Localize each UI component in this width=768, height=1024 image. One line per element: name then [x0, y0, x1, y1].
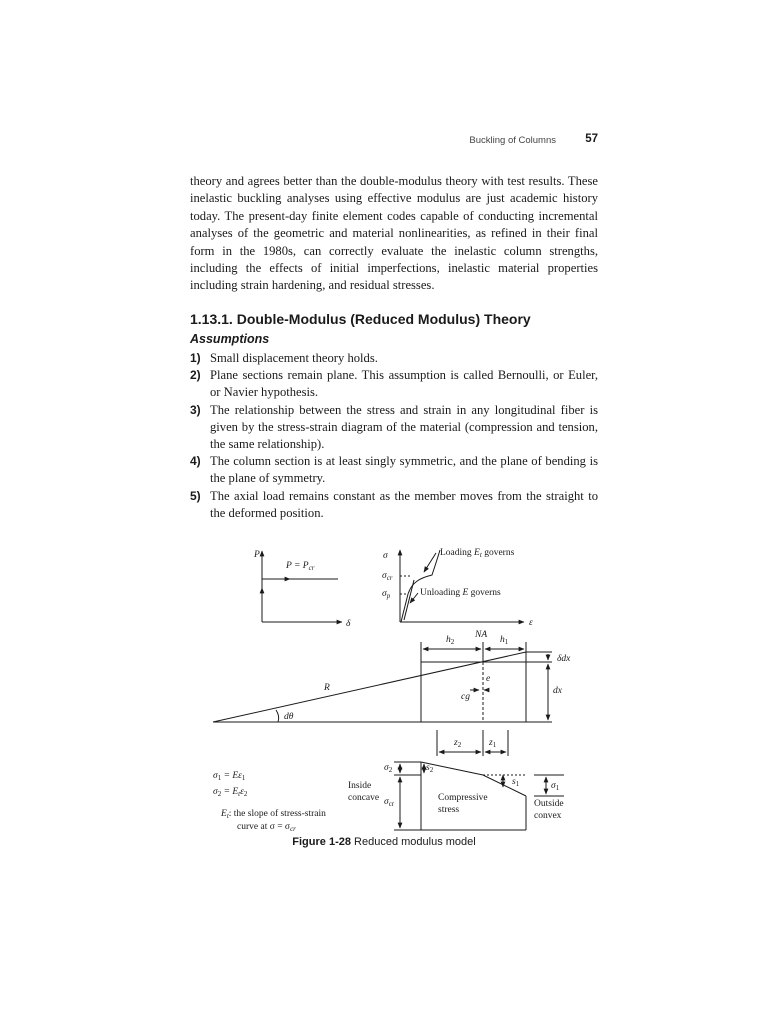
na-label: NA: [475, 630, 488, 640]
et-definition-line2: curve at $\sigma = \sigma_{cr}$: [237, 822, 296, 833]
element-rectangle: [421, 662, 526, 722]
intro-paragraph: theory and agrees better than the double-modulus theory with test results. These inelastic buckling analyses using effective modulus are just academic history today. The present-day finite element codes capable of conducting incremental analyses of the geometric and material nonlinearities, as refined in their final form in the 1980s, can correctly evaluate the inelastic column strengths, including the effects of initial imperfections, inelastic material properties including strain hardening, and residual stresses.: [190, 174, 598, 293]
item-number: 4): [190, 454, 201, 469]
item-text: The column section is at least singly symmetric, and the plane of bending is the plane of symmetry.: [210, 454, 598, 486]
stress-profile: [421, 762, 526, 796]
compressive-label: Compressive: [438, 793, 488, 803]
dtheta-label: dθ: [284, 712, 294, 722]
figure-label: Figure 1-28: [292, 836, 351, 848]
cg-label: cg: [461, 692, 470, 702]
assumptions-heading: Assumptions: [190, 332, 270, 346]
item-text: The axial load remains constant as the member moves from the straight to the deformed position.: [210, 488, 598, 520]
running-head: Buckling of Columns: [469, 135, 556, 146]
eccentricity-label: e: [486, 674, 491, 684]
loading-label: Loading $E_t$ governs: [440, 548, 515, 559]
dtheta-arc: [276, 710, 279, 722]
figure-caption: [0, 836, 768, 848]
item-number: 5): [190, 488, 201, 503]
sigma-cr-stress-label: $\sigma_{cr}$: [384, 797, 395, 808]
h2-label: $h_2$: [446, 635, 455, 646]
section-title: 1.13.1. Double-Modulus (Reduced Modulus) Theory: [190, 311, 531, 327]
equation-sigma2: $\sigma_2 = E_t\varepsilon_2$: [213, 787, 248, 798]
h1-label: $h_1$: [500, 635, 509, 646]
element-geometry: [213, 642, 552, 756]
sigma-cr-label: $\sigma_{cr}$: [382, 571, 393, 582]
z1-label: $z_1$: [489, 738, 497, 749]
sigma-p-label: $\sigma_p$: [382, 589, 391, 600]
z2-label: $z_2$: [454, 738, 462, 749]
stress-strain-plot: [400, 550, 524, 622]
item-number: 3): [190, 402, 201, 417]
outside-label: Outside: [534, 799, 564, 809]
page-number: 57: [585, 133, 598, 145]
item-text: Small displacement theory holds.: [210, 351, 378, 365]
item-number: 1): [190, 351, 201, 365]
stress-word-label: stress: [438, 805, 460, 815]
equation-sigma1: $\sigma_1 = E\varepsilon_1$: [213, 771, 246, 782]
epsilon-axis-label: ε: [529, 618, 533, 628]
et-definition-line1: $E_t$: the slope of stress-strain: [221, 809, 326, 820]
unloading-leader: [410, 593, 418, 603]
item-number: 2): [190, 368, 201, 383]
p-axis-label: P: [254, 550, 260, 560]
delta-axis-label: δ: [346, 619, 351, 629]
figure-caption-text: Reduced modulus model: [354, 836, 476, 848]
pcr-label: $P = P_{cr}$: [286, 561, 315, 572]
radius-label: R: [324, 683, 330, 693]
sigma2-stress-label: $\sigma_2$: [384, 763, 393, 774]
item-text: The relationship between the stress and strain in any longitudinal fiber is given by the stress-strain diagram of the material (compression and tension, the same relationship).: [210, 402, 598, 452]
convex-label: convex: [534, 811, 562, 821]
concave-label: concave: [348, 793, 380, 803]
s2-label: $s_2$: [426, 763, 434, 774]
inside-label: Inside: [348, 781, 372, 791]
sigma-axis-label: σ: [383, 551, 388, 561]
delta-dx-label: δdx: [557, 654, 571, 664]
dx-label: dx: [553, 686, 562, 696]
loading-curve: [401, 550, 440, 622]
s1-label: $s_1$: [512, 777, 520, 788]
sigma1-stress-label: $\sigma_1$: [551, 781, 560, 792]
item-text: Plane sections remain plane. This assumption is called Bernoulli, or Euler, or Navier hypothesis.: [210, 368, 598, 400]
unloading-label: Unloading E governs: [420, 588, 501, 598]
